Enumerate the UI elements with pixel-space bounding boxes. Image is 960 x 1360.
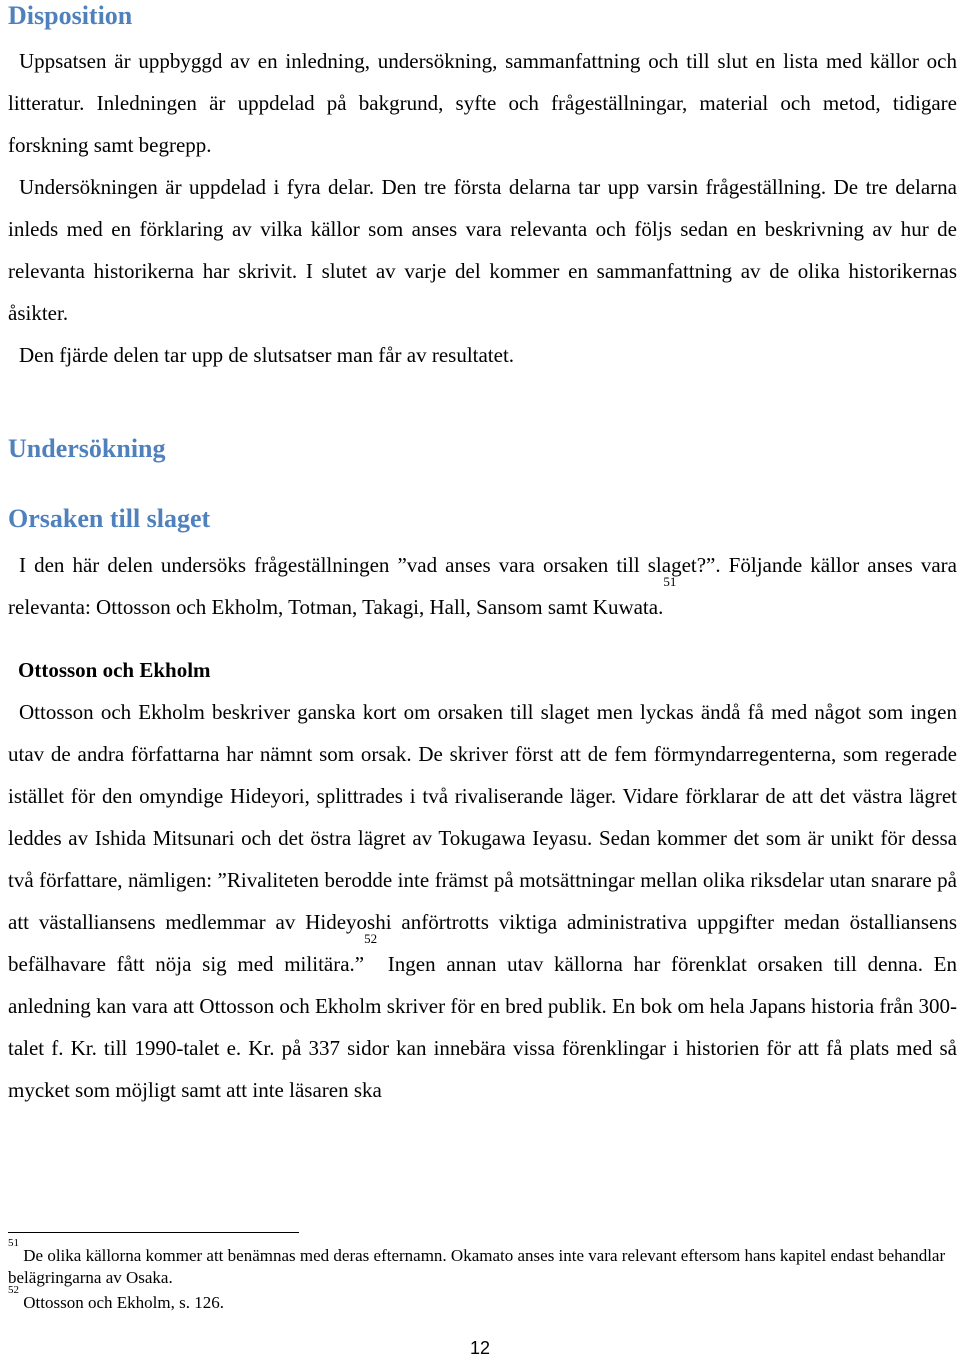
disposition-paragraph-2: Undersökningen är uppdelad i fyra delar. Den tre första delarna tar upp varsin frågeställning. De tre delarna inleds med en förklaring av vilka källor som anses vara relevanta och följs sedan en beskrivning av hur de relevanta historikerna har skrivit. I slutet av varje del kommer en sammanfattning av de olika historikernas åsikter. <box>8 175 957 325</box>
footnote-text-52: Ottosson och Ekholm, s. 126. <box>19 1293 224 1312</box>
footnote-ref-51: 51 <box>663 574 677 589</box>
ottosson-ekholm-heading: Ottosson och Ekholm <box>18 658 211 682</box>
disposition-heading: Disposition <box>8 1 133 30</box>
footnote-divider <box>8 1232 299 1233</box>
page-number: 12 <box>469 1338 491 1358</box>
orsaken-subheading: Orsaken till slaget <box>8 504 211 533</box>
undersokning-intro-text: I den här delen undersöks frågeställningen ”vad anses vara orsaken till slaget?”. Följande källor anses vara relevanta: Ottosson och Ekholm, Totman, Takagi, Hall, Sansom samt Kuwata. <box>8 553 957 619</box>
ottosson-text-b: Ingen annan utav källorna har förenklat orsaken till denna. En anledning kan vara att Ottosson och Ekholm skriver för en bred publik. En bok om hela Japans historia från 300-talet f. Kr. till 1990-talet e. Kr. på 337 sidor kan innebära vissa förenklingar i historien för att få plats med så mycket som möjligt samt att inte läsaren ska <box>8 952 957 1102</box>
footnote-text-51: De olika källorna kommer att benämnas med deras efternamn. Okamato anses inte vara relevant eftersom hans kapitel endast behandlar belägringarna av Osaka. <box>8 1246 946 1287</box>
footnote-ref-52: 52 <box>364 931 378 946</box>
ottosson-ekholm-paragraph <box>8 691 957 1111</box>
ottosson-text-a: Ottosson och Ekholm beskriver ganska kort om orsaken till slaget men lyckas ändå få med något som ingen utav de andra författarna har nämnt som orsak. De skriver först att de fem förmyndarregenterna, som regerade istället för den omyndige Hideyori, splittrades i två rivaliserande läger. Vidare förklarar de att det västra lägret leddes av Ishida Mitsunari och det östra lägret av Tokugawa Ieyasu. Sedan kommer det som är unikt för dessa två författare, nämligen: ”Rivaliteten berodde inte främst på motsättningar mellan olika riksdelar utan snarare på att västalliansens medlemmar av Hideyoshi anförtrotts viktiga administrativa uppgifter medan östalliansens befälhavare fått nöja sig med militära.” <box>8 700 957 976</box>
footnote-51 <box>8 1237 948 1289</box>
disposition-paragraph-3: Den fjärde delen tar upp de slutsatser man får av resultatet. <box>19 343 515 367</box>
footnote-number-51: 51 <box>8 1237 19 1249</box>
undersokning-intro <box>8 544 957 628</box>
undersokning-heading: Undersökning <box>8 434 166 463</box>
disposition-paragraph-1: Uppsatsen är uppbyggd av en inledning, undersökning, sammanfattning och till slut en lista med källor och litteratur. Inledningen är uppdelad på bakgrund, syfte och frågeställningar, material och metod, tidigare forskning samt begrepp. <box>8 49 957 157</box>
footnote-number-52: 52 <box>8 1284 19 1296</box>
footnote-52 <box>8 1284 948 1314</box>
